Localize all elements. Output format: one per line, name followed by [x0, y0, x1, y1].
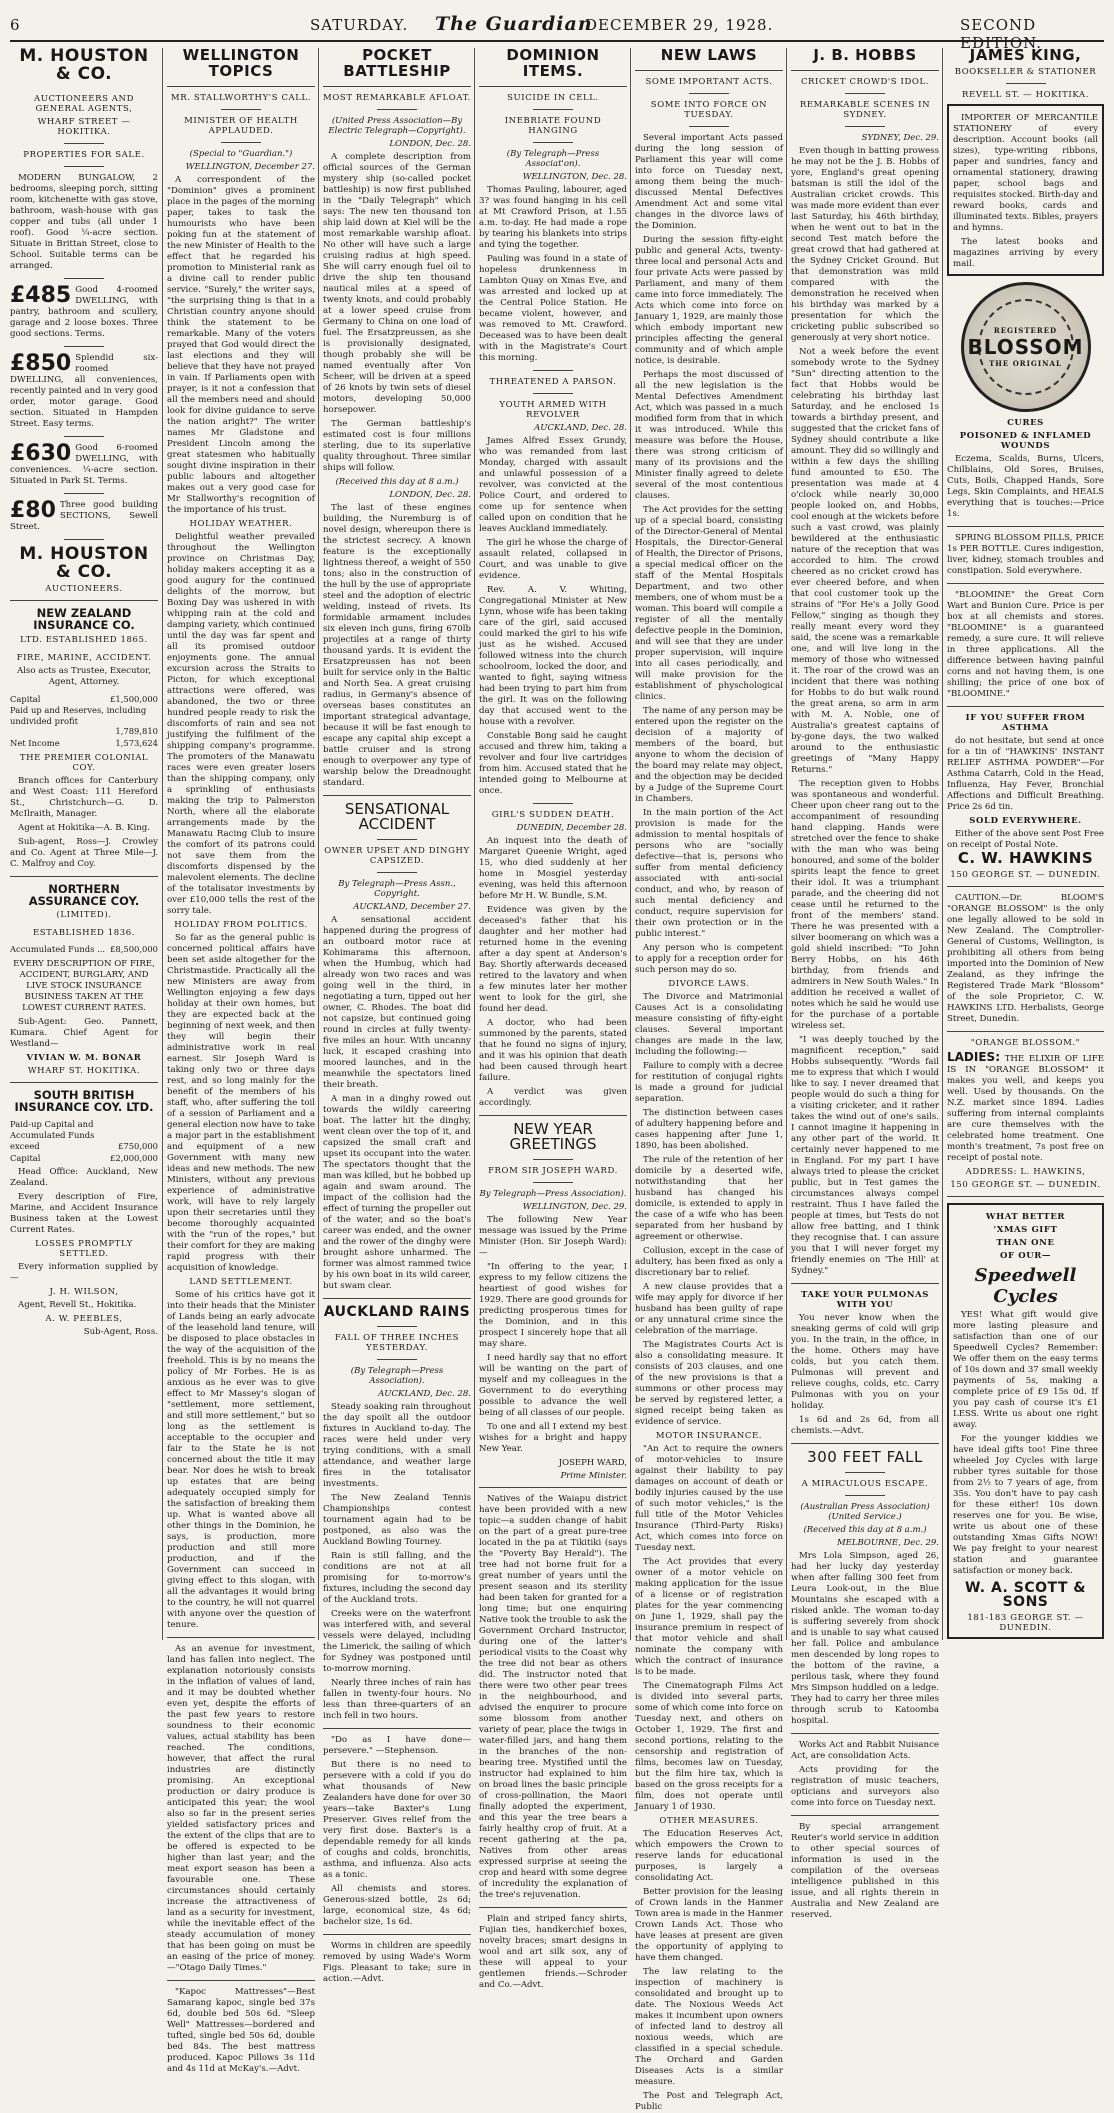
- article-paragraph: Not a week before the event somebody wrote to the Sydney "Sun" directing attention to the fact that Hobbs would be celebrating his birthday last Saturday, and he enclosed 1s towards a birthday present, and suggested that the cricket fans of Sydney should contribute a like amount. They did so willingly and within a few days the shilling fund amounted to £50. The presentation was made at 4 o'clock while nearly 30,000 people looked on, and Hobbs, cool enough at the wickets before such a vast crowd, was plainly bewildered at the enthusiastic nature of the reception that was accorded to him. The crowd cheered as no cricket crowd has ever cheered before, and when that cool customer took up the strains of "For He's a Jolly Good Fellow," singing as though they really meant every word they said, the scene was a remarkable one, and will live long in the memory of those who witnessed it. The roar of the crowd was an incident that there was nothing for Hobbs to do but walk round the great arena, so arm in arm with M. A. Noble, one of Australia's greatest captains of by-gone days, the two walked around to the enthusiastic greetings of "Many Happy Returns.": [791, 346, 939, 775]
- nzi-reserves-row: [10, 726, 158, 737]
- hawkins-heading: C. W. HAWKINS: [957, 848, 1094, 867]
- sbi-wilson: J. H. WILSON,: [49, 1287, 119, 1297]
- column-3: [323, 46, 471, 1984]
- dateline: LONDON, Dec. 28.: [389, 489, 471, 500]
- seal-bottom-text: THE ORIGINAL: [989, 358, 1062, 368]
- article-subheading: CRICKET CROWD'S IDOL.: [800, 76, 930, 87]
- article-paragraph: Even though in batting prowess he may not be the J. B. Hobbs of yore, England's great opening batsman is still the idol of the Australian cricket crowds. This was made more evident than ever last Saturday, his 46th birthday, when he went out to bat in the second Test match before the great crowd that had gathered at the Sydney Cricket Ground. But that demonstration was mild compared with the demonstration he received when his birthday was marked by a presentation for which the cricketing public subscribed so generously at very short notice.: [791, 145, 939, 343]
- dateline: WELLINGTON, December 27.: [185, 161, 315, 172]
- dateline: SYDNEY, Dec. 29.: [861, 132, 939, 143]
- nzi-capital-value: £1,500,000: [110, 693, 158, 704]
- james-king-ad-box: [947, 104, 1104, 276]
- article-source: (United Press Association—By Electric Telegraph—Copyright).: [328, 115, 466, 136]
- article-paragraph: The Education Reserves Act, which empowers the Crown to reserve lands for educational purposes, is largely a consolidating Act.: [635, 1828, 783, 1883]
- article-paragraph: In the main portion of the Act provision is made for the admission to mental hospitals of persons who are "socially defective—that is, persons who suffer from mental deficiency associated with anti-social conduct, and who, by reason of such mental deficiency and conduct, require supervision for their own protection or in the public interest.": [635, 807, 783, 939]
- sbi-ross: Sub-Agent, Ross.: [83, 1327, 158, 1337]
- article-paragraph: During the session fifty-eight public and general Acts, twenty-three local and personal Acts and four private Acts were passed by Parliament, and many of them came into force immediately. The Acts which come into force on January 1, 1929, are mainly those which embody important new principles affecting the general community and of which ample notice, is desirable.: [635, 234, 783, 366]
- section-heading: HOLIDAY FROM POLITICS.: [174, 919, 308, 930]
- column-rule: [786, 48, 787, 1640]
- bonar-address: WHARF ST. HOKITIKA.: [27, 1065, 141, 1076]
- houston-heading: M. HOUSTON & CO.: [19, 46, 149, 84]
- sbi-agent: Agent, Revell St., Hokitika.: [18, 1300, 137, 1310]
- property-text: Three good building SECTIONS, Sewell Street.: [10, 499, 158, 532]
- article-paragraph: An inquest into the death of Margaret Queenie Wright, aged 15, who died suddenly at her home in Mosgiel yesterday evening, was held this afternoon before Mr H. W. Bundle, S.M.: [479, 835, 627, 901]
- auckland-rains-heading: AUCKLAND RAINS: [323, 1304, 471, 1320]
- article-paragraph: Rev. A. V. Whiting, Congregational Minister at New Lynn, whose wife has been taking care of the girl, said accused could marked the girl to his wife just as he wished. Accused followed witness into the church schoolroom, locked the door, and wanted to fight, saying witness had been trying to part him from the girl. It was on the following day that accused went to the house with a revolver.: [479, 584, 627, 727]
- column-rule: [162, 48, 163, 1640]
- asthma-heading: IF YOU SUFFER FROM ASTHMA: [965, 712, 1086, 733]
- houston-heading-2: M. HOUSTON & CO.: [19, 543, 149, 582]
- james-king-heading: JAMES KING,: [969, 46, 1082, 64]
- article-paragraph: Some of his critics have got it into their heads that the Minister of Lands being an early advocate of the leasehold land tenure, will be disposed to place obstacles in the way of the acquisition of the freehold. This is by no means the policy of Mr Forbes. He is as anxious as he ever was to give effect to Mr Massey's slogan of "settlement, more settlement, and still more settlement," but so long as the settlement is acceptable to the occupier and fair to the State he is not concerned about the title it may bear. Nor does he wish to break up estates that are being adequately occupied simply for the satisfaction of breaking them up. What is wanted above all other things in the Dominion, he says, is production, more production and still more production, and if the Government can succeed in giving effect to this slogan, with all the advantages it would bring to the country, he will not quarrel with anyone over the question of tenure.: [167, 1289, 315, 1630]
- advertisement: But there is no need to persevere with a cold if you do what thousands of New Zealanders have done for over 30 years—take Baxter's Lung Preserver. Gives relief from the very first dose. Baxter's is a dependable remedy for all kinds of coughs and colds, bronchitis, asthma, and influenza. Also acts as a tonic.: [323, 1759, 471, 1880]
- dateline: LONDON, Dec. 28.: [389, 138, 471, 149]
- article-subheading: GIRL'S SUDDEN DEATH.: [491, 809, 615, 820]
- column-rule: [474, 48, 475, 1640]
- article-paragraph: Natives of the Waiapu district have been provided with a new topic—a sudden change of habit on the part of a great pure-tree located in the pa at Tikitiki (says the "Poverty Bay Herald"). The tree had not borne fruit for a great number of years until the present season and its sterility had been taken for granted for a long time; but one enquiring Native took the trouble to ask the Government Orchard Instructor, during one of the latter's periodical visits to the Coast why the tree did not bear as others did. The instructor noted that there were two other pear trees in the neighbourhood, and advised the enquirer to procure some blossom from another variety of pear, place the twigs in water-filled jars, and hang them in the branches of the non-bearing tree. Mystified until the instructor had explained to him on broad lines the basic principle of cross-pollination, the Maori finally adopted the experiment, and this year the tree bears a fairly healthy crop of fruit. At a recent gathering at the pa, Natives from other areas expressed surprise at seeing the crop and heard with some degree of incredulity the explanation of the tree's rejuvenation.: [479, 1494, 627, 1900]
- sbi-paid-row: [10, 1119, 158, 1153]
- columns: [10, 46, 1104, 2112]
- article-paragraph: "An Act to require the owners of motor-vehicles to insure against their liability to pay damages on account of death or bodily injuries caused by the use of such motor vehicles," is the full title of the Motor Vehicles Insurance (Third-Party Risks) Act, which comes into force on Tuesday next.: [635, 1443, 783, 1553]
- article-source: By Telegraph—Press Assn., Copyright.: [338, 879, 456, 899]
- gift-line: THAN ONE: [996, 1237, 1055, 1248]
- article-paragraph: A sensational accident happened during the progress of an outboard motor race at Kohimarama this afternoon, when the Humbug, which had already won two races and was going well in the third, in negotiating a turn, tipped out her owner, C. Rhodes. The boat did not capsize, but continued going round in circles at fully twenty-five miles an hour. With uncanny luck, it escaped crashing into moored launches, and in the meanwhile the spectators lined their breath.: [323, 915, 471, 1090]
- page-number: 6: [10, 16, 21, 34]
- northern-funds-row: [10, 944, 158, 955]
- dominion-items-heading: DOMINION ITEMS.: [506, 46, 600, 80]
- speedwell-cycles-heading: Speedwell Cycles: [974, 1264, 1077, 1307]
- dateline: WELLINGTON, Dec. 29.: [522, 1202, 627, 1212]
- article-paragraph: To one and all I extend my best wishes for a bright and happy New Year.: [479, 1422, 627, 1454]
- article-paragraph: A man in a dinghy rowed out towards the wildly careering boat. The latter hit the dinghy, went clean over the top of it, and capsized the small craft and upset its occupant into the water. The spectators thought that the man was killed, but he bobbed up again and swam around. The impact of the collision had the effect of turning the propeller out of the water, and so the boat's career was ended, and the owner and the rower of the dinghy were brought ashore unharmed. The former was almost rammed twice by his own boat in its wild career, but swam clear.: [323, 1094, 471, 1291]
- article-subheading: OWNER UPSET AND DINGHY CAPSIZED.: [324, 846, 470, 866]
- ladies-ad: [947, 1051, 1104, 1164]
- advertisement: Eczema, Scalds, Burns, Ulcers, Chilblains, Old Sores, Bruises, Cuts, Boils, Chapped Hands, Sore Legs, Skin Complaints, and HEALS everything that is touches:—Price 1s.: [947, 453, 1104, 519]
- article-subheading: THREATENED A PARSON.: [489, 376, 617, 387]
- dateline: DUNEDIN, December 28.: [516, 822, 627, 833]
- article-paragraph: Works Act and Rabbit Nuisance Act, are consolidation Acts.: [791, 1739, 939, 1761]
- article-paragraph: The last of these engines building, the Nuremburg is of novel design, whereupon there is the strictest secrecy. A known feature is the exceptionally lightness thereof, a weight of 550 tons; also in the construction of the hull by the use of appropriate steel and the adoption of electric welding, instead of rivets. Its formidable armament includes six eleven inch guns, firing 670lb projectiles at a range of thirty thousand yards. It is evident the Ersatzpreussen has not been built for service only in the Baltic and North Sea. A great cruising radius, in Germany's absence of overseas bases constitutes an important strategical advantage, because it will be fast enough to escape any capital ship except a battle cruiser and is strong enough to overpower any type of warship below the Dreadnought standard.: [323, 502, 471, 788]
- sbi-head-office: Head Office: Auckland, New Zealand.: [10, 1167, 158, 1188]
- masthead-day: SATURDAY.: [310, 16, 409, 34]
- article-paragraph: A doctor, who had been summoned by the parents, stated that he found no signs of injury, and it was his opinion that death had been caused through heart failure.: [479, 1017, 627, 1083]
- article-subheading: MOST REMARKABLE AFLOAT.: [323, 92, 471, 103]
- article-paragraph: Collusion, except in the case of adultery, has been fixed as only a discretionary bar to relief.: [635, 1245, 783, 1278]
- sbi-capital-label: Capital: [10, 1152, 41, 1163]
- northern-limited: (LIMITED).: [56, 910, 112, 921]
- article-paragraph: The following New Year message was issued by the Prime Minister (Hon. Sir Joseph Ward):—: [479, 1215, 627, 1258]
- sold-everywhere: SOLD EVERYWHERE.: [969, 815, 1082, 826]
- article-paragraph: The Cinematograph Films Act is divided into several parts, some of which come into force on Tuesday next, and others on October 1, 1929. The first and second portions, relating to the censorship and registration of films, becomes law on Tuesday, but the film hire tax, which is based on the gross receipts for a film, does not operate until January 1 of 1930.: [635, 1680, 783, 1812]
- article-subheading: YOUTH ARMED WITH REVOLVER: [499, 399, 607, 420]
- new-laws-heading: NEW LAWS: [660, 46, 758, 64]
- article-paragraph: Thomas Pauling, labourer, aged 3? was found hanging in his cell at Mt Crawford Prison, at 1.55 a.m. to-day. He had made a rope by tearing his blankets into strips and tying the together.: [479, 184, 627, 250]
- dateline: MELBOURNE, Dec. 29.: [836, 1537, 939, 1548]
- article-paragraph: Better provision for the leasing of Crown lands in the Hanmer Town area is made in the Hanmer Crown Lands Act. Those who have leases at present are given the opportunity of applying to have them changed.: [635, 1886, 783, 1963]
- sbi-heading: SOUTH BRITISH INSURANCE COY. LTD.: [14, 1087, 154, 1114]
- pulmonas-heading: TAKE YOUR PULMONAS WITH YOU: [800, 1289, 930, 1310]
- dateline: AUCKLAND, December 27.: [353, 902, 471, 912]
- article-paragraph: The Magistrates Courts Act is also a consolidating measure. It consists of 203 clauses, and one of the new provisions is that a summons or other process may be served by registered letter, a signed receipt being taken as evidence of service.: [635, 1339, 783, 1427]
- article-paragraph: By special arrangement Reuter's world service in addition to other special sources of information is used in the compilation of the overseas intelligence published in this issue, and all rights therein in Australia and New Zealand are reserved.: [791, 1821, 939, 1920]
- sbi-capital-value: £2,000,000: [110, 1152, 158, 1163]
- signature-name: JOSEPH WARD,: [558, 1458, 627, 1468]
- article-paragraph: Steady soaking rain throughout the day spoilt all the outdoor fixtures in Auckland to-day. The races were held under very trying conditions, with a small attendance, and weather large fires in the totalisator investments.: [323, 1401, 471, 1489]
- advertisement: "Kapoc Mattresses"—Best Samarang kapoc, single bed 37s 6d, double bed 50s 6d. "Sleep Well" Mattresses—bordered and tufted, single bed 50s 6d, double bed 84s. The best mattress produced. Kapoc Pillows 3s 11d and 4s 11d at McKay's.—Advt.: [167, 1986, 315, 2074]
- article-paragraph: A verdict was given accordingly.: [479, 1086, 627, 1108]
- gift-line: WHAT BETTER: [985, 1211, 1066, 1222]
- article-paragraph: I need hardly say that no effort will be wanting on the part of myself and my colleagues in the Government to do everything possible to advance the well being of all classes of our people.: [479, 1353, 627, 1418]
- article-paragraph: Perhaps the most discussed of all the new legislation is the Mental Defectives Amendment Act, which was passed in a much modified form from that in which it was introduced. While this measure was before the House, there was strong criticism of many of its provisions and the Minister finally agreed to delete several of the most contentious clauses.: [635, 369, 783, 501]
- ladies-label: LADIES:: [947, 1049, 1000, 1064]
- nzi-established: LTD. ESTABLISHED 1865.: [20, 634, 148, 645]
- nzi-reserves-value: 1,789,810: [115, 726, 158, 737]
- advertisement: "BLOOMINE" the Great Corn Wart and Bunion Cure. Price is per box at all chemists and stores. "BLOOMINE" is a guaranteed remedy, a sure cure. It will relieve in three applications. All the difference between having painful corns and not having them, is one shilling; the price of one box of "BLOOMINE.": [947, 589, 1104, 699]
- article-paragraph: A complete description from official sources of the German mystery ship (so-called pocket battleship) is now first published in the "Daily Telegraph" which says: The new ten thousand ton ship laid down at Kiel will be the most remarkable warship afloat. No other will have such a large cruising radius at high speed. She will carry enough fuel oil to drive the ship ten thousand nautical miles at a speed of twenty knots, and could probably at a lower speed cruise from Germany to China on one load of fuel. The Ersatzpreussen, as she is provisionally designated, though probably she will be named eventually after Von Scheer, will be driven at a speed of 26 knots by twin sets of diesel motors, developing 50,000 horsepower.: [323, 151, 471, 415]
- article-paragraph: The Post and Telegraph Act, Public: [635, 2090, 783, 2112]
- nzi-lines: FIRE, MARINE, ACCIDENT.: [16, 652, 152, 663]
- article-paragraph: Evidence was given by the deceased's father that his daughter and her mother had returned home in the evening after a day spent at Anderson's Bay. Shortly afterwards deceased retired to the lavatory and when a few minutes later her mother went to look for the girl, she found her dead.: [479, 904, 627, 1014]
- article-subheading: SOME IMPORTANT ACTS.: [645, 76, 773, 87]
- article-paragraph: The distinction between cases of adultery happening before and cases happening after June 1, 1890, has been abolished.: [635, 1107, 783, 1151]
- article-paragraph: Pauling was found in a state of hopeless drunkenness in Lambton Quay on Xmas Eve, and was arrested and locked up at the Central Police Station. He became violent, however, and was removed to Mt. Crawford. Deceased was to have been dealt with in the Magistrate's Court this morning.: [479, 253, 627, 363]
- sbi-description: Every description of Fire, Marine, and Accident Insurance Business taken at the Lowest Current Rates.: [10, 1192, 158, 1235]
- column-1: [10, 48, 158, 1640]
- newspaper-page: [10, 8, 1104, 2112]
- premier-colonial: THE PREMIER COLONIAL COY.: [19, 753, 149, 774]
- article-subheading: INEBRIATE FOUND HANGING: [504, 115, 602, 136]
- seal-inner-ring: [967, 299, 1084, 395]
- hobbs-heading: J. B. HOBBS: [813, 46, 917, 64]
- greetings-heading: GREETINGS: [509, 1135, 597, 1154]
- article-paragraph: Any person who is competent to apply for a reception order for such person may do so.: [635, 942, 783, 975]
- article-paragraph: Mrs Lola Simpson, aged 26, had her lucky day yesterday when after falling 300 feet from Leura Look-out, in the Blue Mountains she escaped with a risked ankle. The woman to-day is suffering severely from shock and is unable to say what caused her fall. Police and ambulance men descended by long ropes to the bottom of the ravine, a perilous task, where they found Mrs Simpson huddled on a ledge. They had to carry her three miles through scrub to Katoomba hospital.: [791, 1550, 939, 1726]
- article-subheading: REMARKABLE SCENES IN SYDNEY.: [799, 99, 931, 120]
- masthead-edition: SECOND EDITION.: [960, 16, 1043, 52]
- property-listing: [10, 282, 158, 340]
- property-price: £80: [10, 497, 56, 523]
- northern-established: ESTABLISHED 1836.: [32, 928, 136, 939]
- advertisement: CAUTION.—Dr. BLOOM'S "ORANGE BLOSSOM" is the only one legally allowed to be sold in New Zealand. The Comptroller-General of Customs, Wellington, is prohibiting all others from being imported into the Dominion of New Zealand, as they infringe the Registered Trade Mark "Blossom" of the sole Proprietor, C. W. HAWKINS LTD. Herbalists, George Street, Dunedin.: [947, 892, 1104, 1024]
- nzi-agent: Agent at Hokitika—A. B. King.: [18, 823, 150, 834]
- article-paragraph: The Act provides that every owner of a motor vehicle on making application for the issue of a license or of registration plates for the year commencing on June 1, 1929, shall pay the insurance premium in respect of that motor vehicle and shall nominate the company with which the contract of insurance is to be made.: [635, 1556, 783, 1677]
- article-paragraph: The Divorce and Matrimonial Causes Act is a consolidating measure consisting of fifty-eight clauses. Several important changes are made in the law, including the following:—: [635, 991, 783, 1057]
- james-king-subtitle: BOOKSELLER & STATIONER: [954, 66, 1097, 77]
- article-paragraph: The girl he whose the charge of assault related, collapsed in Court, and was unable to give evidence.: [479, 537, 627, 581]
- property-listing: [10, 440, 158, 487]
- advertisement: YES! What gift would give more lasting pleasure and satisfaction than one of our Speedwell Cycles? Remember: We offer them on the easy terms of 10s down and 37 small weekly payments of 5s, making a complete price of £9 15s 0d. If you pay cash of course it's £1 LESS. Write us about one right away.: [953, 1309, 1098, 1430]
- masthead-date: DECEMBER 29, 1928.: [585, 16, 774, 34]
- ladies-address: ADDRESS: L. HAWKINS,: [965, 1166, 1086, 1177]
- advertisement: You never know when the sneaking germs of cold will grip you. In the train, in the office, in the home. Others may have colds, but you catch them. Pulmonas will prevent and relieve coughs, colds, etc. Carry Pulmonas with you on your holiday.: [791, 1312, 939, 1411]
- northern-funds-value: £8,500,000: [110, 944, 158, 955]
- houston-address: WHARF STREET — HOKITIKA.: [37, 116, 131, 137]
- gift-line: 'XMAS GIFT: [993, 1224, 1058, 1235]
- bonar-name: VIVIAN W. M. BONAR: [26, 1052, 142, 1063]
- property-listing: [10, 497, 158, 533]
- article-source: (By Telegraph—Press Associat'on).: [506, 148, 600, 169]
- northern-heading: NORTHERN ASSURANCE COY.: [28, 882, 140, 909]
- advertisement-quote: "Do as I have done—persevere." —Stephenson.: [323, 1734, 471, 1756]
- article-paragraph: Constable Bong said he caught accused and threw him, taking a revolver and four live cartridges from him. Accused stated that he intended going to Melbourne at once.: [479, 730, 627, 796]
- article-paragraph: The rule of the retention of her domicile by a deserted wife, notwithstanding that her husband has changed his domicile, is extended to apply in the case of a wife who has been separated from her husband by agreement or otherwise.: [635, 1154, 783, 1242]
- article-paragraph: Rain is still falling, and the conditions are not at all promising for to-morrow's fixtures, including the second day of the Auckland trots.: [323, 1550, 471, 1605]
- scott-address: 181-183 GEORGE ST. — DUNEDIN.: [967, 1612, 1084, 1633]
- received-note: (Received this day at 8 a.m.): [335, 476, 459, 487]
- sensational-heading: SENSATIONAL: [344, 799, 450, 818]
- accident-heading: ACCIDENT: [358, 815, 436, 834]
- article-subheading: FALL OF THREE INCHES YESTERDAY.: [334, 1332, 460, 1353]
- advertisement: Worms in children are speedily removed by using Wade's Worm Figs. Pleasant to take; sure in action.—Advt.: [323, 1940, 471, 1984]
- column-7: [947, 48, 1104, 1640]
- nzi-income-label: Net Income: [10, 737, 60, 748]
- sbi-paid-value: £750,000: [118, 1141, 158, 1152]
- seal-word: BLOSSOM: [967, 334, 1084, 359]
- northern-description: EVERY DESCRIPTION OF FIRE, ACCIDENT, BURGLARY, AND LIVE STOCK INSURANCE BUSINESS TAKEN AT THE LOWEST CURRENT RATES.: [13, 958, 155, 1013]
- blossom-seal: [961, 282, 1091, 412]
- sbi-losses: LOSSES PROMPTLY SETTLED.: [35, 1239, 133, 1259]
- sbi-capital-row: [10, 1153, 158, 1164]
- article-paragraph: Nearly three inches of rain has fallen in twenty-four hours. No less than three-quarters of an inch fell in two hours.: [323, 1677, 471, 1721]
- section-heading: DIVORCE LAWS.: [668, 978, 750, 989]
- column-rule: [318, 48, 319, 1640]
- advertisement-price: 1s 6d and 2s 6d, from all chemists.—Advt.: [791, 1414, 939, 1436]
- property-bungalow: MODERN BUNGALOW, 2 bedrooms, sleeping porch, sitting room, kitchenette with gas stove, bathroom, wash-house with gas copper and tubs (all under 1 roof). Good ¼-acre section. Situate in Brittan Street, close to School. Suitable terms can be arranged.: [10, 172, 158, 271]
- pocket-battleship-heading: POCKET BATTLESHIP: [343, 46, 451, 80]
- column-4: [479, 46, 627, 1990]
- new-year-heading: NEW YEAR: [513, 1119, 593, 1138]
- sbi-peebles: A. W. PEEBLES,: [45, 1314, 123, 1324]
- article-paragraph: As an avenue for investment, land has fallen into neglect. The explanation notoriously consists in the inflation of values of land, and it may be doubted whether even yet, despite the efforts of the past few years to restore soundness to their economic values, actual stability has been reached. The conditions, however, that affect the rural industries are distinctly promising. An exceptional production or dairy produce is anticipated this year; the wool also so far in the present series yielded satisfactory prices and the extent of the clips that are to be offered is expected to be higher than last year; and the meat export season has been a favourable one. These circumstances should certainly increase the attractiveness of land as a security for investment, while the inevitable effect of the steady accumulation of money that has been going on must be an easing of the price of money.—"Otago Daily Times.": [167, 1643, 315, 1973]
- gift-line: OF OUR—: [1000, 1250, 1051, 1261]
- article-paragraph: The reception given to Hobbs was spontaneous and wonderful. Cheer upon cheer rang out to the accompaniment of resounding hand clapping. Hands were stretched over the fence to shake with the man who was being honoured, and some of the bolder spirits leapt the fence to greet their idol. It was a triumphant parade, and the cheering did not cease until he returned to the front of the members' stand. There he was presented with a silver boomerang on which was a gold shield inscribed: "To John Berry Hobbs, on his 46th birthday, from friends and admirers in New South Wales." In addition he received a wallet of notes which he said he would use for the purchase of a portable wireless set.: [791, 778, 939, 1031]
- article-subheading: SUICIDE IN CELL.: [507, 92, 599, 103]
- hawkins-address: 150 GEORGE ST. — DUNEDIN.: [950, 869, 1101, 880]
- property-price: £850: [10, 350, 72, 376]
- wellington-topics-heading: WELLINGTON TOPICS: [182, 46, 300, 80]
- nzi-income-row: [10, 738, 158, 749]
- column-5: [635, 46, 783, 2112]
- property-price: £630: [10, 440, 72, 466]
- property-text: Good 4-roomed DWELLING, with pantry, bathroom and scullery, garage and 2 loose boxes. Three good sections. Terms.: [10, 284, 158, 339]
- houston-auctioneers: AUCTIONEERS AND GENERAL AGENTS,: [34, 93, 134, 114]
- sbi-info: Every information supplied by—: [10, 1262, 158, 1283]
- nzi-subagent: Sub-agent, Ross—J. Crowley and Co. Agent at Three Mile—J. C. Malfroy and Coy.: [10, 837, 158, 870]
- advertisement: The latest books and magazines arriving by every mail.: [953, 236, 1098, 269]
- article-subheading: SOME INTO FORCE ON TUESDAY.: [650, 99, 768, 120]
- ladies-text: THE ELIXIR OF LIFE IS IN "ORANGE BLOSSOM" it makes you well, and keeps you well. Used by thousands. On the N.Z. market since 1894. Ladies suffering from internal complaints are cure themselves with the celebrated home treatment. One month's treatment, 7s post free on receipt of postal note.: [947, 1053, 1104, 1163]
- sbi-paid-label: Paid-up Capital and Accumulated Funds exceed: [10, 1118, 95, 1152]
- masthead-title: The Guardian: [435, 13, 593, 35]
- nzi-income-value: 1,573,624: [115, 737, 158, 748]
- signature-title: Prime Minister.: [560, 1471, 627, 1481]
- article-subheading: MINISTER OF HEALTH APPLAUDED.: [184, 115, 298, 136]
- article-source: By Telegraph—Press Association).: [479, 1189, 627, 1199]
- article-source: (By Telegraph—Press Association).: [350, 1365, 444, 1386]
- ladies-address-2: 150 GEORGE ST. — DUNEDIN.: [950, 1179, 1101, 1190]
- article-source: (Special to "Guardian."): [189, 148, 293, 159]
- received-note: (Received this day at 8 a.m.): [803, 1524, 927, 1535]
- scott-heading: W. A. SCOTT & SONS: [964, 1579, 1087, 1611]
- advertisement: For the younger kiddies we have ideal gifts too! Fine three wheeled Joy Cycles with large rubber tyres suitable for those from 2½ to 7 years of age, from 35s. You don't have to pay cash for these either! 10s down reserves one for you. Be wise, write us about one of these outstanding Xmas Gifts NOW! We pay freight to your nearest station and guarantee satisfaction or money back.: [953, 1433, 1098, 1576]
- section-heading: LAND SETTLEMENT.: [189, 1276, 293, 1287]
- article-subheading: A MIRACULOUS ESCAPE.: [801, 1478, 929, 1489]
- masthead: [10, 8, 1104, 52]
- article-source: (Australian Press Association) (United Service.): [800, 1501, 930, 1522]
- houston-auctioneers-2: AUCTIONEERS.: [45, 584, 123, 595]
- poisoned-heading: POISONED & INFLAMED WOUNDS: [959, 430, 1092, 451]
- article-paragraph: So far as the general public is concerned political affairs have been set aside altogether for the Christmastide. Practically all the new Ministers are away from Wellington enjoying a few days holiday at their own homes, but they are expected back at the beginning of next week, and then they will begin their administrative work in real earnest. Sir Joseph Ward is taking only two or three days rest, and so long mainly for the benefit of the members of his staff, who, after suffering the toil of a session of Parliament and a general election now have to take a major part in the establishment and equipment of a new Government with many new ideas and new methods. The new Ministers, without any previous experience of administrative work, will have to rely largely upon their secretaries until they become thoroughly acquainted with the "run of the ropes," but their comfort for they are making rapid progress with their acquisition of knowledge.: [167, 932, 315, 1273]
- article-paragraph: Several important Acts passed during the long session of Parliament this year will come into force on Tuesday next, among them being the much-discussed Mental Defectives Amendment Act and some vital changes in the divorce laws of the Dominion.: [635, 132, 783, 231]
- property-listing: [10, 350, 158, 430]
- article-paragraph: "I was deeply touched by the magnificent reception," said Hobbs subsequently. "Words fail me to express that which I would like to say. I never dreamed that people would do such a thing for a visiting cricketer, and it rather takes the wind out of one's sails. I cannot imagine it happening in any other part of the world. It certainly never happened to me in England. For my part I have always tried to please the cricket public, but in Test games the circumstances always compel restraint. Thus I have failed the people at times, but Tests do not allow free batting, and I think they recognise that. I can assure you that I will never forget my friendly enemies on 'The Hill' at Sydney.": [791, 1034, 939, 1276]
- advertisement: do not hesitate, but send at once for a tin of "HAWKINS' INSTANT RELIEF ASTHMA POWDER"—For Asthma Catarrh, Cold in the Head, Influenza, Hay Fever, Bronchial Affections and Difficult Breathing. Price 2s 6d tin.: [947, 735, 1104, 812]
- article-paragraph: Failure to comply with a decree for restitution of conjugal rights is made a ground for judicial separation.: [635, 1060, 783, 1104]
- cures-label: CURES: [1007, 417, 1044, 428]
- article-paragraph: The name of any person may be entered upon the register on the decision of a majority of members of the board, but anyone to whom the decision of the board may relate may object, and the objection may be decided by a Judge of the Supreme Court in Chambers.: [635, 705, 783, 804]
- dateline: AUCKLAND, Dec. 28.: [534, 422, 627, 433]
- advertisement: Plain and striped fancy shirts, Fujian ties, handkerchief boxes, novelty braces; smart designs in wool and art silk sox, any of these will appeal to your gentlemen friends.—Schroder and Co.—Advt.: [479, 1914, 627, 1990]
- article-paragraph: James Alfred Essex Grundy, who was remanded from last Monday, charged with assault and unlawful possession of a revolver, was convicted at the Police Court, and ordered to come up for sentence when called upon on condition that he leaves Auckland immediately.: [479, 435, 627, 534]
- article-paragraph: A new clause provides that a wife may apply for divorce if her husband has been guilty of rape or any unnatural crime since the celebration of the marriage.: [635, 1281, 783, 1336]
- advertisement: IMPORTER OF MERCANTILE STATIONERY of every description. Account books (all sizes), type-writing ribbons, paper and sundries, fancy and ornamental stationery, drawing paper, school bags and requisites stocked. Birth-day and reward books, cards and illuminated texts. Bibles, prayers and hymns.: [953, 112, 1098, 233]
- fall-heading: 300 FEET FALL: [807, 1447, 923, 1466]
- nzi-capital-row: [10, 694, 158, 705]
- article-subheading: FROM SIR JOSEPH WARD.: [488, 1166, 618, 1176]
- column-2: [167, 46, 315, 2074]
- section-heading: MOTOR INSURANCE.: [655, 1430, 763, 1441]
- article-paragraph: The New Zealand Tennis Championships contest tournament again had to be postponed, as also was the Auckland Bowling Tourney.: [323, 1492, 471, 1547]
- column-rule: [630, 48, 631, 1640]
- property-text: Good 6-roomed DWELLING, with conveniences. ¼-acre section. Situated in Park St. Terms.: [10, 442, 158, 486]
- nzi-branch: Branch offices for Canterbury and West Coast: 111 Hereford St., Christchurch—G. D. McIlraith, Manager.: [10, 776, 158, 820]
- article-paragraph: The law relating to the inspection of machinery is consolidated and brought up to date. The Noxious Weeds Act makes it incumbent upon owners of infected land to destroy all noxious weeds, which are classified in a special schedule. The Orchard and Garden Diseases Acts is a similar measure.: [635, 1966, 783, 2087]
- property-price: £485: [10, 282, 72, 308]
- seal-top-text: REGISTERED: [993, 325, 1058, 335]
- advertisement: All chemists and stores. Generous-sized bottle, 2s 6d; large, economical size, 4s 6d; bachelor size, 1s 6d.: [323, 1883, 471, 1927]
- dateline: AUCKLAND, Dec. 28.: [378, 1388, 471, 1399]
- properties-heading: PROPERTIES FOR SALE.: [23, 149, 145, 160]
- section-heading: HOLIDAY WEATHER.: [189, 518, 293, 529]
- nzi-reserves-label: Paid up and Reserves, including undivided profit: [10, 704, 147, 726]
- northern-agent: Sub-Agent: Geo. Pannett, Kumara. Chief Agent for Westland—: [10, 1016, 158, 1049]
- james-king-address: REVELL ST. — HOKITIKA.: [962, 89, 1089, 100]
- column-6: [791, 46, 939, 1920]
- article-subheading: MR. STALLWORTHY'S CALL.: [170, 92, 312, 103]
- article-paragraph: Delightful weather prevailed throughout the Wellington province on Christmas Day, holiday makers accepting it as a good augury for the continued delights of the morrow, but Boxing Day was ushered in with whipping rain at the cold and damping variety, which continued until the day was far spent and all its promised outdoor enjoyments gone. The annual excursion across the Straits to Picton, for which exceptional attractions were offered, was abandoned, the two or three hundred people ready to risk the discomforts of rain and sea not justifying the fulfilment of the shipping company's programme. The promoters of the Manawatu races were even greater losers than the shipping company, only a sprinkling of enthusiasts making the trip to Palmerston North, where all the elaborate arrangements made by the Manawatu Racing Club to insure the comfort of its patrons could not save them from the discomforts dispensed by the malevolent elements. The decline of the totalisator investments by over £10,000 tells the rest of the sorry tale.: [167, 531, 315, 916]
- article-paragraph: The Act provides for the setting up of a special board, consisting of the Director-General of Mental Hospitals, the Director-General of Health, the Director of Prisons, a special medical officer on the staff of the Mental Hospitals Department, and two other members, one of whom must be a woman. This board will compile a register of all the mentally defective people in the Dominion, and will see that they are under proper supervision, will inquire into all cases periodically, and will make provision for the establishment of physchological clinics.: [635, 504, 783, 702]
- section-heading: OTHER MEASURES.: [659, 1815, 759, 1826]
- orange-blossom-heading: "ORANGE BLOSSOM.": [970, 1037, 1081, 1048]
- article-paragraph: A correspondent of the "Dominion" gives a prominent place in the pages of the morning paper, takes to task the humourists who have been poking fun at the statement of the new Minister of Health to the effect that he regarded his promotion to Ministerial rank as a divine call to render public service. "Surely," the writer says, "the surprising thing is that in a Christian country anyone should think the statement to be remarkable. Many of the voters prayed that God would direct the last elections and they will believe that they have not prayed in vain. If Parliaments open with prayer, is it not a confession that all the members need and should look for divine guidance to serve the nation aright?" The writer names Mr Gladstone and President Lincoln among the great statesmen who habitually sought divine inspiration in their public labours and altogether makes out a very good case for Mr Stallworthy's recognition of the importance of his trust.: [167, 174, 315, 515]
- advertisement: Either of the above sent Post Free on receipt of Postal Note.: [947, 828, 1104, 850]
- article-paragraph: The German battleship's estimated cost is four millions sterling, due to its superlative quality throughout. Three similar ships will follow.: [323, 418, 471, 473]
- article-paragraph: "In offering to the year, I express to my fellow citizens the heartiest of good wishes for 1929. There are good grounds for predicting prosperous times for the Dominion, and in this prospect I sincerely hope that all may share.: [479, 1262, 627, 1349]
- article-paragraph: Acts providing for the registration of music teachers, opticians and surveyors also come into force on Tuesday next.: [791, 1764, 939, 1808]
- column-rule: [942, 48, 943, 1640]
- nzi-acts: Also acts as Trustee, Executor, Agent, Attorney.: [16, 665, 152, 687]
- property-text: Splendid six-roomed DWELLING, all conveniences, recently painted and in very good order, motor garage. Good section. Situated in Hampden Street. Easy terms.: [10, 352, 158, 429]
- dateline: WELLINGTON, Dec. 28.: [522, 171, 627, 182]
- nzi-heading: NEW ZEALAND INSURANCE CO.: [33, 606, 135, 633]
- advertisement: SPRING BLOSSOM PILLS, PRICE 1s PER BOTTLE. Cures indigestion, liver, kidney, stomach troubles and constipation. Sold everywhere.: [947, 532, 1104, 576]
- northern-funds-label: Accumulated Funds ...: [10, 944, 106, 955]
- article-paragraph: Creeks were on the waterfront was interfered with, and several vessels were delayed, including the Limerick, the sailing of which for Sydney was postponed until to-morrow morning.: [323, 1608, 471, 1674]
- nzi-capital-label: Capital: [10, 693, 41, 704]
- speedwell-ad-box: [947, 1203, 1104, 1639]
